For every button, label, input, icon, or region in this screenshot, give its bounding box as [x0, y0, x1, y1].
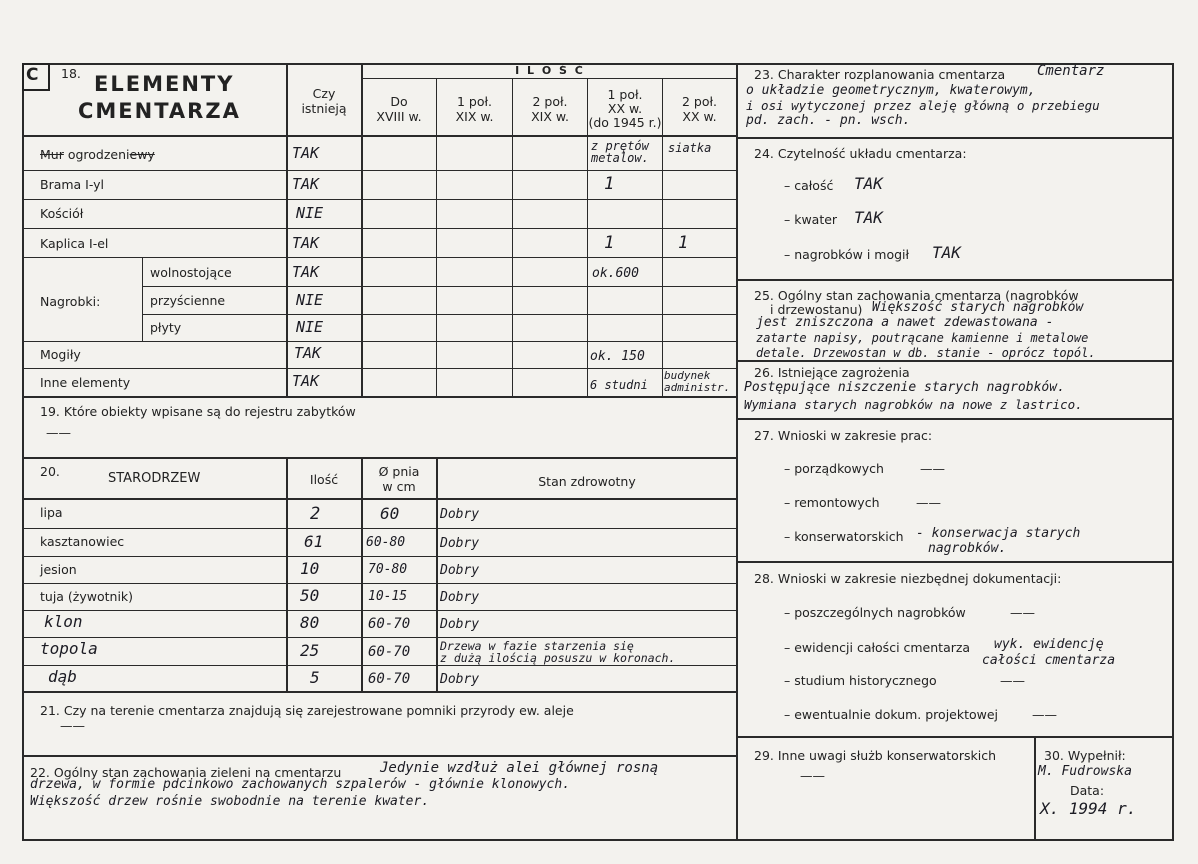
- s22-answer-line3: Większość drzew rośnie swobodnie na terenie kwater.: [30, 794, 430, 809]
- s20-col-line: [436, 457, 438, 691]
- s28-bottom: [736, 736, 1174, 738]
- s29-answer: ——: [800, 768, 825, 783]
- s27-question: 27. Wnioski w zakresie prac:: [754, 428, 933, 443]
- ogrodzenie-xx2: siatka: [668, 141, 712, 155]
- s22-answer-line1: Jedynie wzdłuż alei głównej rosną: [380, 760, 659, 776]
- mogily-xx1: ok. 150: [590, 349, 645, 364]
- s18-row-line: [22, 257, 738, 258]
- s23-question: 23. Charakter rozplanowania cmentarza: [754, 67, 1006, 82]
- wolnostojace-xx1: ok.600: [592, 266, 639, 281]
- row-label-mogily: Mogiły: [40, 347, 81, 362]
- tree-count: 80: [300, 613, 320, 632]
- s30-filled-by: M. Fudrowska: [1038, 764, 1132, 779]
- tree-count: 50: [300, 586, 320, 605]
- row-label-kosciol: Kościół: [40, 206, 84, 221]
- tree-count: 10: [300, 559, 320, 578]
- s19-question: 19. Które obiekty wpisane są do rejestru zabytków: [40, 404, 356, 419]
- tree-name: kasztanowiec: [40, 534, 125, 549]
- czy-value: NIE: [296, 204, 324, 222]
- s20-row-line: [22, 528, 738, 529]
- kaplica-xx2: 1: [678, 233, 689, 253]
- outer-bottom-border: [22, 839, 1174, 841]
- col-header-line: 2 poł.: [681, 94, 718, 109]
- row-label-brama: Brama I-yl: [40, 177, 105, 192]
- s28-question: 28. Wnioski w zakresie niezbędnej dokumentacji:: [754, 571, 1062, 586]
- s18-row-line: [22, 341, 738, 342]
- czy-header-line: istnieją: [301, 101, 347, 116]
- tree-diameter: 60-70: [368, 616, 411, 632]
- s27-item-value: ——: [920, 461, 945, 476]
- col-header-line: XIX w.: [531, 109, 569, 124]
- s18-title-line1: ELEMENTY: [94, 72, 235, 96]
- tree-name: dąb: [48, 667, 77, 686]
- s28-item-label: – poszczególnych nagrobków: [784, 605, 966, 620]
- row-label-wolnostojace: wolnostojące: [150, 265, 232, 280]
- s19-answer: ——: [46, 425, 71, 440]
- s20-row-line: [22, 610, 738, 611]
- s25-answer-line2: jest zniszczona a nawet zdewastowana -: [756, 315, 1054, 330]
- s21-question: 21. Czy na terenie cmentarza znajdują się zarejestrowane pomniki przyrody ew. aleje: [40, 703, 574, 718]
- s20-number: 20.: [40, 464, 60, 479]
- struck-text: Mur: [40, 147, 64, 162]
- tree-health: Dobry: [440, 536, 480, 551]
- s27-bottom: [736, 561, 1174, 563]
- tree-diameter: 70-80: [368, 562, 408, 577]
- s22-question: 22. Ogólny stan zachowania zieleni na cmentarzu: [30, 765, 342, 780]
- s25-answer-line4: detale. Drzewostan w db. stanie - oprócz topól.: [756, 346, 1096, 360]
- tree-health: Dobry: [440, 507, 480, 522]
- tree-health-line1: Drzewa w fazie starzenia się: [440, 639, 634, 653]
- s20-row-line: [22, 665, 738, 666]
- s27-item-extra: nagrobków.: [928, 541, 1007, 556]
- s23-bottom: [736, 137, 1174, 139]
- s28-item-value: ——: [1032, 707, 1057, 722]
- s19-bottom: [22, 457, 738, 459]
- s25-answer-line3: zatarte napisy, poutrącane kamienne i metalowe: [756, 331, 1089, 345]
- s20-title: STARODRZEW: [108, 471, 201, 486]
- tree-diameter: 60-70: [368, 671, 411, 687]
- s25-question-line1: 25. Ogólny stan zachowania cmentarza (nagrobków: [754, 288, 1079, 303]
- s23-answer-line1: Cmentarz: [1037, 63, 1105, 79]
- row-label-inne: Inne elementy: [40, 375, 131, 390]
- s18-row-line: [22, 368, 738, 369]
- s30-date-value: X. 1994 r.: [1040, 799, 1137, 818]
- col-header-line: XX w.: [682, 109, 717, 124]
- s24-question: 24. Czytelność układu cmentarza:: [754, 146, 967, 161]
- s24-item-value: TAK: [932, 243, 961, 262]
- s28-item-value: ——: [1000, 673, 1025, 688]
- s20-header-bottom: [22, 498, 738, 500]
- s20-pnia-header: [362, 464, 436, 494]
- tree-health: Dobry: [440, 672, 480, 687]
- row-label-plyty: płyty: [150, 320, 182, 335]
- col-header-1pol-xix: [437, 94, 512, 124]
- s27-item-value: - konserwacja starych: [916, 526, 1081, 541]
- czy-value: TAK: [292, 144, 320, 162]
- s28-item-label: – ewidencji całości cmentarza: [784, 640, 971, 655]
- czy-value: TAK: [292, 234, 320, 252]
- tree-name: lipa: [40, 505, 63, 520]
- s20-stan-header: Stan zdrowotny: [538, 474, 636, 489]
- s25-answer-line1: Większość starych nagrobków: [872, 300, 1084, 315]
- ilosc-header: I L O Ś Ć: [515, 64, 585, 77]
- s22-answer-line2: drzewa, w formie pdcinkowo zachowanych szpalerów - głównie klonowych.: [30, 777, 571, 792]
- s18-number: 18.: [61, 66, 81, 81]
- struck-text: ewy: [129, 147, 155, 162]
- s18-row-line: [142, 314, 738, 315]
- tree-name: jesion: [40, 562, 77, 577]
- col-header-2pol-xx: [663, 94, 736, 124]
- s28-item-value: wyk. ewidencję: [994, 637, 1104, 652]
- s23-answer-line2: o układzie geometrycznym, kwaterowym,: [746, 83, 1036, 98]
- tree-diameter: 60-70: [368, 644, 411, 660]
- pnia-header-line: w cm: [382, 479, 416, 494]
- nagrobki-divider: [142, 257, 143, 341]
- s20-row-line: [22, 637, 738, 638]
- tree-diameter: 60: [380, 504, 400, 523]
- s18-col-line: [512, 78, 513, 397]
- s24-bottom: [736, 279, 1174, 281]
- row-label-nagrobki: Nagrobki:: [40, 294, 101, 309]
- s25-question-line2: i drzewostanu): [770, 302, 863, 317]
- s29-question: 29. Inne uwagi służb konserwatorskich: [754, 748, 996, 763]
- s24-item-label: – kwater: [784, 212, 838, 227]
- brama-xx1: 1: [604, 174, 615, 194]
- col-header-1pol-xx: [588, 88, 662, 130]
- s30-label: 30. Wypełnił:: [1044, 748, 1126, 763]
- s27-item-label: – konserwatorskich: [784, 529, 904, 544]
- s18-row-line: [22, 170, 738, 171]
- outer-left-border: [22, 63, 24, 841]
- s26-answer-line2: Wymiana starych nagrobków na nowe z lastrico.: [744, 397, 1083, 412]
- tree-health: Dobry: [440, 563, 480, 578]
- s26-question: 26. Istniejące zagrożenia: [754, 365, 910, 380]
- s24-item-label: – nagrobków i mogił: [784, 247, 910, 262]
- row-label-ogrodzenie: [40, 147, 155, 162]
- s28-item-label: – ewentualnie dokum. projektowej: [784, 707, 999, 722]
- s20-ilosc-header: Ilość: [309, 472, 339, 487]
- s28-item-value: ——: [1010, 605, 1035, 620]
- czy-value: TAK: [292, 175, 320, 193]
- s27-item-label: – remontowych: [784, 495, 880, 510]
- tree-count: 2: [310, 504, 321, 524]
- s24-item-label: – całość: [784, 178, 834, 193]
- s21-answer: ——: [60, 718, 85, 733]
- pnia-header-line: Ø pnia: [378, 464, 420, 479]
- tree-name: klon: [44, 612, 83, 631]
- s26-bottom: [736, 418, 1174, 420]
- czy-value: TAK: [292, 263, 320, 281]
- s18-title-line2: CMENTARZA: [78, 99, 241, 123]
- tree-count: 61: [304, 532, 324, 551]
- s26-answer-line1: Postępujące niszczenie starych nagrobków.: [744, 380, 1065, 395]
- col-header-line: (do 1945 r.): [588, 115, 662, 130]
- tree-health-line2: z dużą ilością posuszu w koronach.: [440, 651, 676, 665]
- s29-divider: [1034, 736, 1036, 840]
- col-header-line: XIX w.: [455, 109, 494, 124]
- s18-row-line: [22, 199, 738, 200]
- s28-item-extra: całości cmentarza: [982, 653, 1116, 668]
- s23-answer-line3: i osi wytyczonej przez aleję główną o przebiegu: [746, 98, 1100, 113]
- czy-value: NIE: [296, 318, 324, 336]
- s18-col-line: [436, 78, 437, 397]
- s27-item-value: ——: [916, 495, 941, 510]
- col-header-line: 1 poł.: [607, 87, 643, 102]
- s27-item-label: – porządkowych: [784, 461, 884, 476]
- section-c-label: C: [26, 65, 39, 85]
- tree-health: Dobry: [440, 590, 480, 605]
- col-header-line: XX w.: [607, 101, 643, 116]
- s24-item-value: TAK: [854, 174, 883, 193]
- col-header-line: 2 poł.: [532, 94, 568, 109]
- tree-name: topola: [40, 639, 98, 658]
- s20-bottom: [22, 691, 738, 693]
- outer-right-border: [1172, 63, 1174, 841]
- czy-value: TAK: [292, 372, 320, 390]
- row-label-text: ogrodzeni: [63, 147, 130, 162]
- kaplica-xx1: 1: [604, 233, 615, 253]
- czy-value: NIE: [296, 291, 324, 309]
- col-header-line: Do: [390, 94, 408, 109]
- s24-item-value: TAK: [854, 208, 883, 227]
- tree-count: 5: [310, 668, 320, 687]
- col-header-line: XVIII w.: [376, 109, 422, 124]
- column-divider: [736, 63, 738, 841]
- col-header-do-xviii: [362, 94, 436, 124]
- ogrodzenie-xx1: z prętów metalow.: [591, 139, 649, 165]
- s18-header-bottom: [22, 135, 738, 137]
- s28-item-label: – studium historycznego: [784, 673, 937, 688]
- inne-xx1: 6 studni: [590, 378, 648, 392]
- tree-name: tuja (żywotnik): [40, 589, 134, 604]
- row-label-kaplica: Kaplica I-el: [40, 236, 109, 251]
- s18-row-line: [22, 228, 738, 229]
- s18-col-line: [662, 78, 663, 397]
- col-header-2pol-xix: [513, 94, 587, 124]
- s18-bottom: [22, 396, 738, 398]
- czy-header-line: Czy: [312, 86, 336, 101]
- s30-date-label: Data:: [1070, 783, 1105, 798]
- s20-col-line: [286, 457, 288, 691]
- tree-health: Dobry: [440, 617, 480, 632]
- s20-row-line: [22, 556, 738, 557]
- tree-count: 25: [300, 641, 320, 660]
- s18-row-line: [142, 286, 738, 287]
- czy-value: TAK: [294, 344, 322, 362]
- inne-xx2: budynek administr.: [664, 369, 731, 394]
- col-header-line: 1 poł.: [456, 94, 493, 109]
- ilosc-underline: [362, 78, 738, 79]
- row-label-przyscienne: przyścienne: [150, 293, 226, 308]
- tree-diameter: 10-15: [368, 589, 408, 604]
- s20-row-line: [22, 583, 738, 584]
- czy-istnieja-header: [288, 86, 360, 116]
- tree-diameter: 60-80: [366, 535, 406, 550]
- s23-answer-line4: pd. zach. - pn. wsch.: [746, 113, 911, 128]
- s21-bottom: [22, 755, 738, 757]
